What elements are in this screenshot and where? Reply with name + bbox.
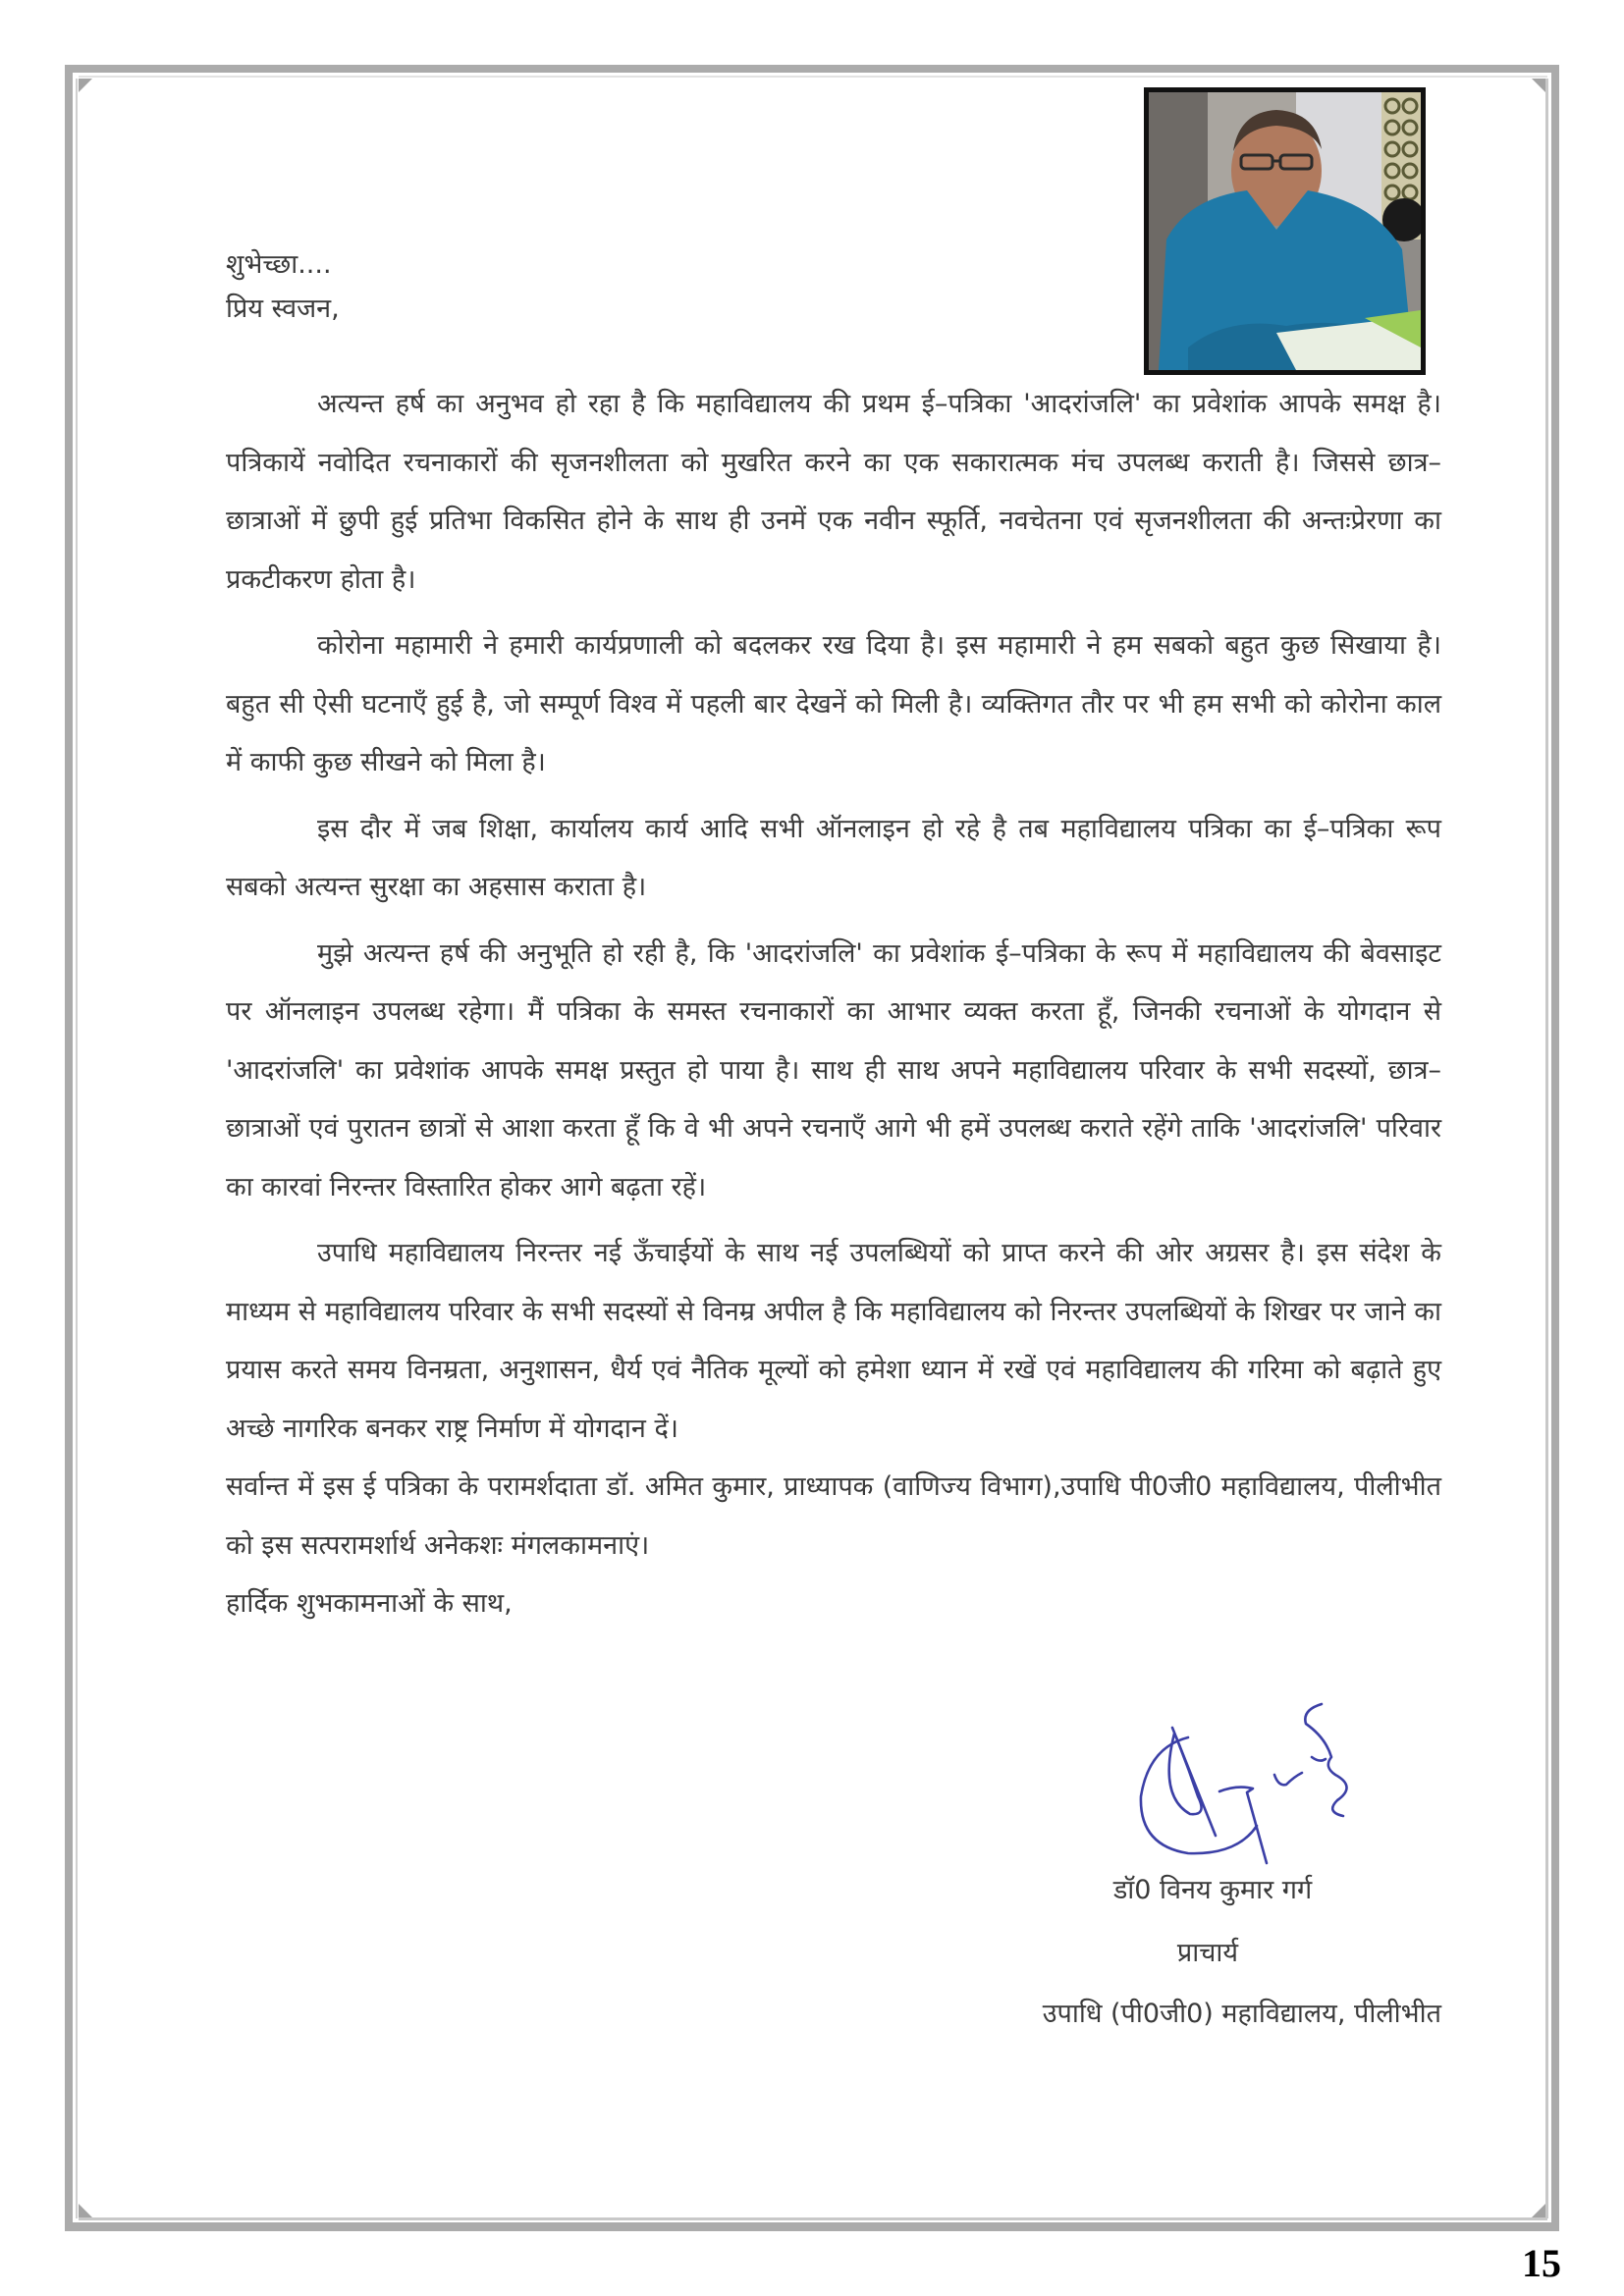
signature-stroke <box>1274 1773 1302 1785</box>
paragraph: अत्यन्त हर्ष का अनुभव हो रहा है कि महाविद्यालय की प्रथम ई–पत्रिका 'आदरांजलि' का प्रवेशांक आपके समक्ष है। पत्रिकायें नवोदित रचनाकारों की सृजनशीलता को मुखरित करने का एक सकारात्मक मंच उपलब्ध कराती है। जिससे छात्र–छात्राओं में छुपी हुई प्रतिभा विकसित होने के साथ ही उनमें एक नवीन स्फूर्ति, नवचेतना एवं सृजनशीलता की अन्तःप्रेरणा का प्रकटीकरण होता है। <box>226 389 1441 595</box>
page-border-right <box>1551 65 1559 2231</box>
paragraph: कोरोना महामारी ने हमारी कार्यप्रणाली को बदलकर रख दिया है। इस महामारी ने हम सबको बहुत कुछ सिखाया है। बहुत सी ऐसी घटनाएँ हुई है, जो सम्पूर्ण विश्व में पहली बार देखनें को मिली है। व्यक्तिगत तौर पर भी हम सभी को कोरोना काल में काफी कुछ सीखने को मिला है। <box>226 630 1441 777</box>
page-border-bottom-inner <box>79 2217 1547 2220</box>
signatory-designation: प्राचार्य <box>1176 1938 1239 1968</box>
page-border-top <box>65 65 1559 73</box>
corner-triangle-bottom-left <box>79 2204 92 2217</box>
signature <box>1129 1698 1404 1865</box>
paragraph: मुझे अत्यन्त हर्ष की अनुभूति हो रही है, कि 'आदरांजलि' का प्रवेशांक ई–पत्रिका के रूप में महाविद्यालय की बेवसाइट पर ऑनलाइन उपलब्ध रहेगा। मैं पत्रिका के समस्त रचनाकारों का आभार व्यक्त करता हूँ, जिनकी रचनाओं के योगदान से 'आदरांजलि' का प्रवेशांक आपके समक्ष प्रस्तुत हो पाया है। साथ ही साथ अपने महाविद्यालय परिवार के सभी सदस्यों, छात्र–छात्राओं एवं पुरातन छात्रों से आशा करता हूँ कि वे भी अपने रचनाएँ आगे भी हमें उपलब्ध कराते रहेंगे ताकि 'आदरांजलि' परिवार का कारवां निरन्तर विस्तारित होकर आगे बढ़ता रहें। <box>226 937 1441 1202</box>
salutation: प्रिय स्वजन, <box>226 294 340 324</box>
page-border-top-inner <box>79 76 1547 78</box>
signature-stroke <box>1169 1734 1202 1814</box>
corner-triangle-top-left <box>79 79 92 92</box>
closing-line: हार्दिक शुभकामनाओं के साथ, <box>226 1588 513 1619</box>
signature-stroke <box>1219 1788 1267 1863</box>
signature-stroke <box>1312 1757 1326 1761</box>
signature-stroke <box>1172 1728 1216 1836</box>
corner-triangle-top-right <box>1532 79 1545 92</box>
page-border-bottom <box>65 2222 1559 2231</box>
principal-photo <box>1144 87 1426 375</box>
signatory-name: डॉ0 विनय कुमार गर्ग <box>1112 1875 1313 1905</box>
letter-body <box>226 375 1441 1633</box>
paragraph: इस दौर में जब शिक्षा, कार्यालय कार्य आदि सभी ऑनलाइन हो रहे है तब महाविद्यालय पत्रिका का ई–पत्रिका रूप सबको अत्यन्त सुरक्षा का अहसास कराता है। <box>226 813 1441 902</box>
page-border-left-inner <box>76 79 78 2218</box>
page-number: 15 <box>1522 2241 1561 2285</box>
greeting: शुभेच्छा.... <box>226 249 332 280</box>
corner-triangle-bottom-right <box>1532 2204 1545 2217</box>
portrait-image <box>1149 92 1421 370</box>
page-border-left <box>65 65 73 2231</box>
closing-paragraph: सर्वान्त में इस ई पत्रिका के परामर्शदाता डॉ. अमित कुमार, प्राध्यापक (वाणिज्य विभाग),उपाधि पी0जी0 महाविद्यालय, पीलीभीत को इस सत्परामर्शार्थ अनेकशः मंगलकामनाएं। <box>226 1471 1441 1561</box>
page-border-right-inner <box>1545 79 1548 2218</box>
paragraph: उपाधि महाविद्यालय निरन्तर नई ऊँचाईयों के साथ नई उपलब्धियों को प्राप्त करने की ओर अग्रसर है। इस संदेश के माध्यम से महाविद्यालय परिवार के सभी सदस्यों से विनम्र अपील है कि महाविद्यालय को निरन्तर उपलब्धियों के शिखर पर जाने का प्रयास करते समय विनम्रता, अनुशासन, धैर्य एवं नैतिक मूल्यों को हमेशा ध्यान में रखें एवं महाविद्यालय की गरिमा को बढ़ाते हुए अच्छे नागरिक बनकर राष्ट्र निर्माण में योगदान दें। <box>226 1238 1441 1444</box>
signatory-institution: उपाधि (पी0जी0) महाविद्यालय, पीलीभीत <box>1042 1999 1441 2029</box>
